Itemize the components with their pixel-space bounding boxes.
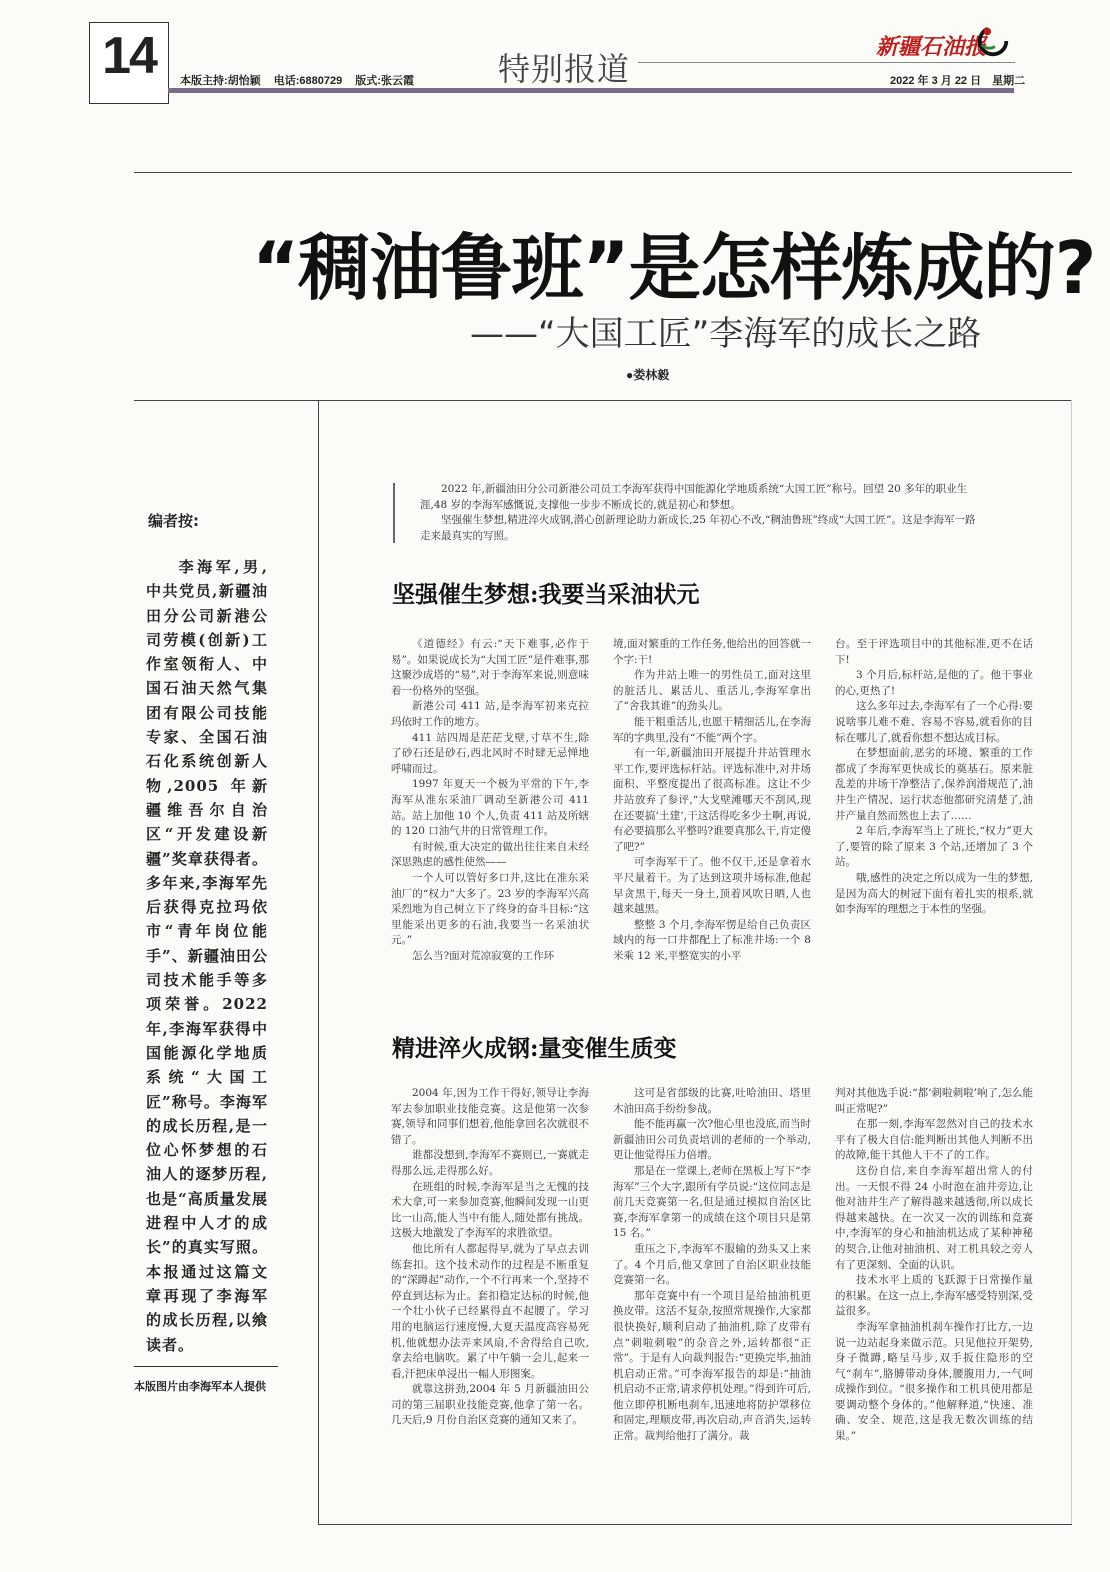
page-credits	[180, 72, 424, 88]
section-title: 特别报道	[498, 50, 631, 88]
section1-col2	[613, 637, 811, 964]
paragraph: 能干粗重活儿,也愿干精细活儿,在李海军的字典里,没有“不能”两个字。	[613, 715, 811, 744]
editor-note-body: 李海军,男,中共党员,新疆油田分公司新港公司劳模(创新)工作室领衔人、中国石油天然气集团有限公司技能专家、全国石油石化系统创新人物,2005 年新疆维吾尔自治区“开发建设新疆”奖章获得者。多年来,李海军先后获得克拉玛依市“青年岗位能手”、新疆油田公司技术能手等多项荣誉。2022 年,李海军获得中国能源化学地质系统“大国工匠”称号。李海军的成长历程,是一位心怀梦想的石油人的逐梦历程,也是“高质量发展进程中人才的成长”的真实写照。本报通过这篇文章再现了李海军的成长历程,以飨读者。	[146, 558, 268, 1354]
paragraph: 那年竞赛中有一个项目是给抽油机更换皮带。这活不复杂,按照常规操作,大家都很快换好,顺利启动了抽油机,除了皮带有点“刺啦刺啦”的杂音之外,运转都很“正常”。于是有人向裁判报告:“更换完毕,抽油机启动正常。”可李海军报告的却是:“抽油机启动不正常,请求停机处理。”得到许可后,他立即停机断电刹车,迅速地将防护罩移位和固定,理顺皮带,再次启动,声音消失,运转正常。裁判给他打了满分。裁	[613, 1289, 811, 1443]
section2-col2	[613, 1086, 811, 1445]
paragraph: 2004 年,因为工作干得好,领导让李海军去参加职业技能竞赛。这是他第一次参赛,领导和同事们想着,他能拿回名次就很不错了。	[391, 1087, 589, 1146]
paragraph: 新港公司 411 站,是李海军初来克拉玛依时工作的地方。	[391, 700, 589, 728]
paragraph: 411 站四周是茫茫戈壁,寸草不生,除了砂石还是砂石,西北风时不时肆无忌惮地呼啸而过。	[391, 731, 589, 775]
paragraph: 有时候,重大决定的做出往往来自未经深思熟虑的感性使然——	[391, 840, 589, 869]
page-number: 14	[102, 27, 156, 85]
header-rule	[168, 88, 1014, 93]
section1-heading: 坚强催生梦想:我要当采油状元	[392, 581, 700, 608]
paragraph: 这份自信,来自李海军超出常人的付出。一天恨不得 24 小时泡在油井旁边,让他对油井生产了解得越来越透彻,所以成长得越来越快。在一次又一次的训练和竞赛中,李海军的身心和抽油机达成了某种神秘的契合,让他对抽油机、对工机具较之旁人有了更深刻、全面的认识。	[835, 1164, 1033, 1271]
paper-logo-icon	[974, 22, 1012, 60]
paragraph: 3 个月后,标杆站,是他的了。他干事业的心,更热了!	[835, 669, 1033, 697]
paragraph: 这可是省部级的比赛,吐哈油田、塔里木油田高手纷纷参战。	[613, 1087, 811, 1115]
headline-top-rule	[134, 172, 1072, 173]
layout-credit: 版式:张云霞	[355, 75, 414, 87]
bottom-rule	[318, 1524, 1072, 1525]
paragraph: 就靠这拼劲,2004 年 5 月新疆油田公司的第三届职业技能竞赛,他拿了第一名。几天后,9 月份自治区竞赛的通知又来了。	[391, 1383, 589, 1427]
paragraph: 重压之下,李海军不服输的劲头又上来了。4 个月后,他又拿回了自治区职业技能竞赛第一名。	[613, 1242, 811, 1287]
intro-paragraph: 2022 年,新疆油田分公司新港公司员工李海军获得中国能源化学地质系统“大国工匠”称号。回望 20 多年的职业生涯,48 岁的李海军感慨说,支撑他一步步不断成长的,就是初心和梦想。	[420, 483, 968, 511]
paragraph: 那是在一堂课上,老师在黑板上写下“李海军”三个大字,跟所有学员说:“这位同志是前几天竞赛第一名,但是通过模拟自治区比赛,李海军拿第一的成绩在这个项目只是第 15 名。”	[613, 1164, 811, 1240]
paragraph: 能不能再赢一次?他心里也没底,而当时新疆油田公司负责培训的老师的一个举动,更让他觉得压力倍增。	[613, 1118, 811, 1162]
paragraph: 境,面对繁重的工作任务,他给出的回答就一个字:干!	[613, 638, 811, 666]
editor-note-text	[146, 555, 268, 1357]
headline-title: “稠油鲁班”是怎样炼成的?	[252, 226, 1096, 310]
section1-col1	[391, 637, 589, 964]
paper-logo: 新疆石油报	[876, 34, 987, 60]
paragraph: 在梦想面前,恶劣的环境、繁重的工作都成了李海军更快成长的奠基石。原来脏乱差的井场干净整洁了,保养润滑规范了,油井生产情况、运行状态他都研究清楚了,油井产量自然而然也上去了……	[835, 747, 1033, 822]
paragraph: 判对其他选手说:“都‘刺啦刺啦’响了,怎么能叫正常呢?”	[835, 1087, 1033, 1115]
paragraph: 一个人可以管好多口井,这比在准东采油厂的“权力”大多了。23 岁的李海军兴高采烈地为自己树立下了终身的奋斗目标:“这里能采出更多的石油,我要当一名采油状元。”	[391, 871, 589, 947]
paragraph: 他比所有人都起得早,就为了早点去训练套扣。这个技术动作的过程是不断重复的“深蹲起”动作,一个不行再来一个,坚持不停直到达标为止。套扣稳定达标的时候,他一个壮小伙子已经累得直不起腰了。学习用的电脑运行速度慢,大夏天温度高容易死机,他就想办法弄来风扇,不舍得给自己吹,拿去给电脑吹。累了中午躺一会儿,起来一看,汗把床单浸出一幅人形图案。	[391, 1242, 589, 1380]
intro-paragraph: 坚强催生梦想,精进淬火成钢,潜心创新理论助力新成长,25 年初心不改,“稠油鲁班”终成“大国工匠”。这是李海军一路走来最真实的写照。	[420, 514, 976, 542]
paragraph: 《道德经》有云:“天下难事,必作于易”。如果说成长为“大国工匠”是件难事,那这聚沙成塔的“易”,对于李海军来说,则意味着一份格外的坚强。	[391, 638, 589, 697]
paragraph: 有一年,新疆油田开展提升井站管理水平工作,要评选标杆站。评选标准中,对井场面积、平整度提出了很高标准。这让不少井站放弃了参评,“大戈壁滩哪天不刮风,现在还要搞‘土建’,干这活得吃多少土啊,再说,有必要搞那么平整吗?谁要真那么干,肯定傻了吧?”	[613, 747, 811, 853]
issue-date: 2022 年 3 月 22 日 星期二	[890, 75, 1026, 87]
paragraph: 2 年后,李海军当上了班长,“权力”更大了,要管的除了原来 3 个站,还增加了 3 个站。	[835, 825, 1033, 869]
paragraph: 这么多年过去,李海军有了一个心得:要说啥事儿难不难、容易不容易,就看你的目标在哪儿了,就看你想不想达成目标。	[835, 700, 1033, 744]
paragraph: 谁都没想到,李海军不赛则已,一赛就走得那么远,走得那么好。	[391, 1149, 589, 1177]
editor-credit: 本版主持:胡怡颖	[180, 75, 261, 87]
paragraph: 整整 3 个月,李海军愣是给自己负责区域内的每一口井都配上了标准井场:一个 8 米乘 12 米,平整宽实的小平	[613, 918, 811, 962]
paragraph: 在那一刻,李海军忽然对自己的技术水平有了极大自信:能判断出其他人判断不出的故障,能干其他人干不了的工作。	[835, 1118, 1033, 1162]
photo-credit-rule	[134, 1366, 278, 1367]
phone-credit: 电话:6880729	[273, 75, 343, 87]
paragraph: 在班组的时候,李海军是当之无愧的技术大拿,可一来参加竞赛,他瞬间发现一山更比一山高,能人当中有能人,随处都有挑战。这极大地激发了李海军的求胜欲望。	[391, 1180, 589, 1240]
headline-subtitle: ——“大国工匠”李海军的成长之路	[470, 314, 982, 354]
photo-credit: 本版图片由李海军本人提供	[134, 1381, 266, 1393]
header-thin-rule	[638, 62, 1015, 63]
section1-col3	[835, 637, 1033, 918]
paragraph: 怎么当?面对荒凉寂寞的工作环	[412, 949, 555, 962]
paragraph: 李海军拿抽油机刹车操作打比方,一边说一边站起身来做示范。只见他拉开架势,身子微蹲,略呈马步,双手扳住隐形的空气“刹车”,胳膊带动身体,腰腹用力,一气呵成操作到位。“很多操作和工机具使用都是要调动整个身体的。”他解释道,“快速、准确、安全、规范,这是我无数次训练的结果。”	[835, 1320, 1033, 1443]
right-border	[1071, 400, 1072, 1525]
editor-note-heading: 编者按:	[148, 512, 199, 530]
paragraph: 可李海军干了。他不仅干,还是拿着水平尺量着干。为了达到这项井场标准,他起早贪黑干,每天一身土,顶着风吹日晒,人也越来越黑。	[613, 856, 811, 916]
paragraph: 1997 年夏天一个极为平常的下午,李海军从准东采油厂调动至新港公司 411 站。站上加他 10 个人,负责 411 站及所辖的 120 口油气井的日常管理工作。	[391, 778, 589, 838]
paragraph: 哦,感性的决定之所以成为一生的梦想,是因为高大的树冠下面有着扎实的根系,就如李海军的理想之于本性的坚强。	[835, 871, 1033, 916]
section2-col3	[835, 1086, 1033, 1445]
section2-col1	[391, 1086, 589, 1429]
paragraph: 作为井站上唯一的男性员工,面对这里的脏活儿、累活儿、重活儿,李海军拿出了“舍我其谁”的劲头儿。	[613, 669, 811, 713]
paragraph: 台。至于评选项目中的其他标准,更不在话下!	[835, 638, 1033, 666]
section2-heading: 精进淬火成钢:量变催生质变	[392, 1035, 677, 1062]
byline: ●娄林毅	[626, 368, 670, 382]
intro	[420, 482, 980, 544]
column-divider	[318, 400, 319, 1525]
intro-bar	[393, 483, 395, 543]
paragraph: 技术水平上质的飞跃源于日常操作量的积累。在这一点上,李海军感受特别深,受益很多。	[835, 1274, 1033, 1318]
headline-bottom-rule	[134, 400, 1072, 401]
